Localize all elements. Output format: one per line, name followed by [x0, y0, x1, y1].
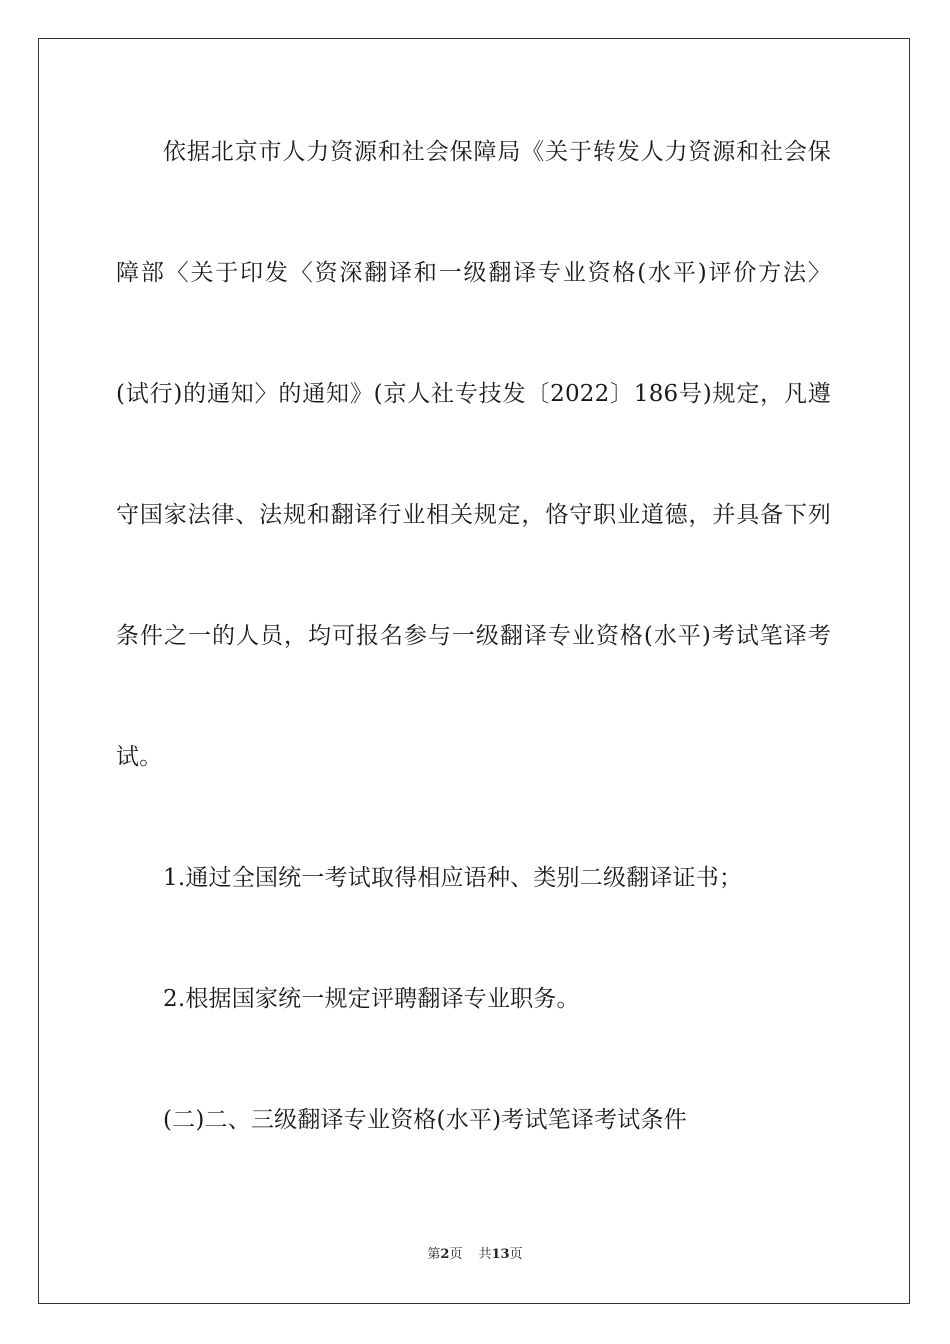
footer-total-pages: 13: [491, 1247, 510, 1262]
list-item-2: 2.根据国家统一规定评聘翻译专业职务。: [163, 986, 580, 1012]
paragraph-line-1: 依据北京市人力资源和社会保障局《关于转发人力资源和社会保: [163, 139, 831, 165]
footer-total-suffix: 页: [509, 1247, 523, 1262]
paragraph-line-2: 障部〈关于印发〈资深翻译和一级翻译专业资格(水平)评价方法〉: [116, 260, 831, 286]
paragraph-line-6: 试。: [116, 744, 163, 770]
section-heading: (二)二、三级翻译专业资格(水平)考试笔译考试条件: [163, 1107, 687, 1133]
footer-page-prefix: 第: [427, 1247, 441, 1262]
paragraph-line-5: 条件之一的人员，均可报名参与一级翻译专业资格(水平)考试笔译考: [116, 623, 831, 649]
paragraph-line-4: 守国家法律、法规和翻译行业相关规定，恪守职业道德，并具备下列: [116, 502, 831, 528]
footer-page-suffix: 页: [449, 1247, 463, 1262]
footer-total-prefix: 共: [478, 1247, 492, 1262]
list-item-1: 1.通过全国统一考试取得相应语种、类别二级翻译证书；: [163, 865, 743, 891]
paragraph-line-3: (试行)的通知〉的通知》(京人社专技发〔2022〕186号)规定，凡遵: [116, 381, 831, 407]
footer-page-number: 2: [440, 1247, 450, 1262]
page-footer: [0, 1246, 950, 1264]
